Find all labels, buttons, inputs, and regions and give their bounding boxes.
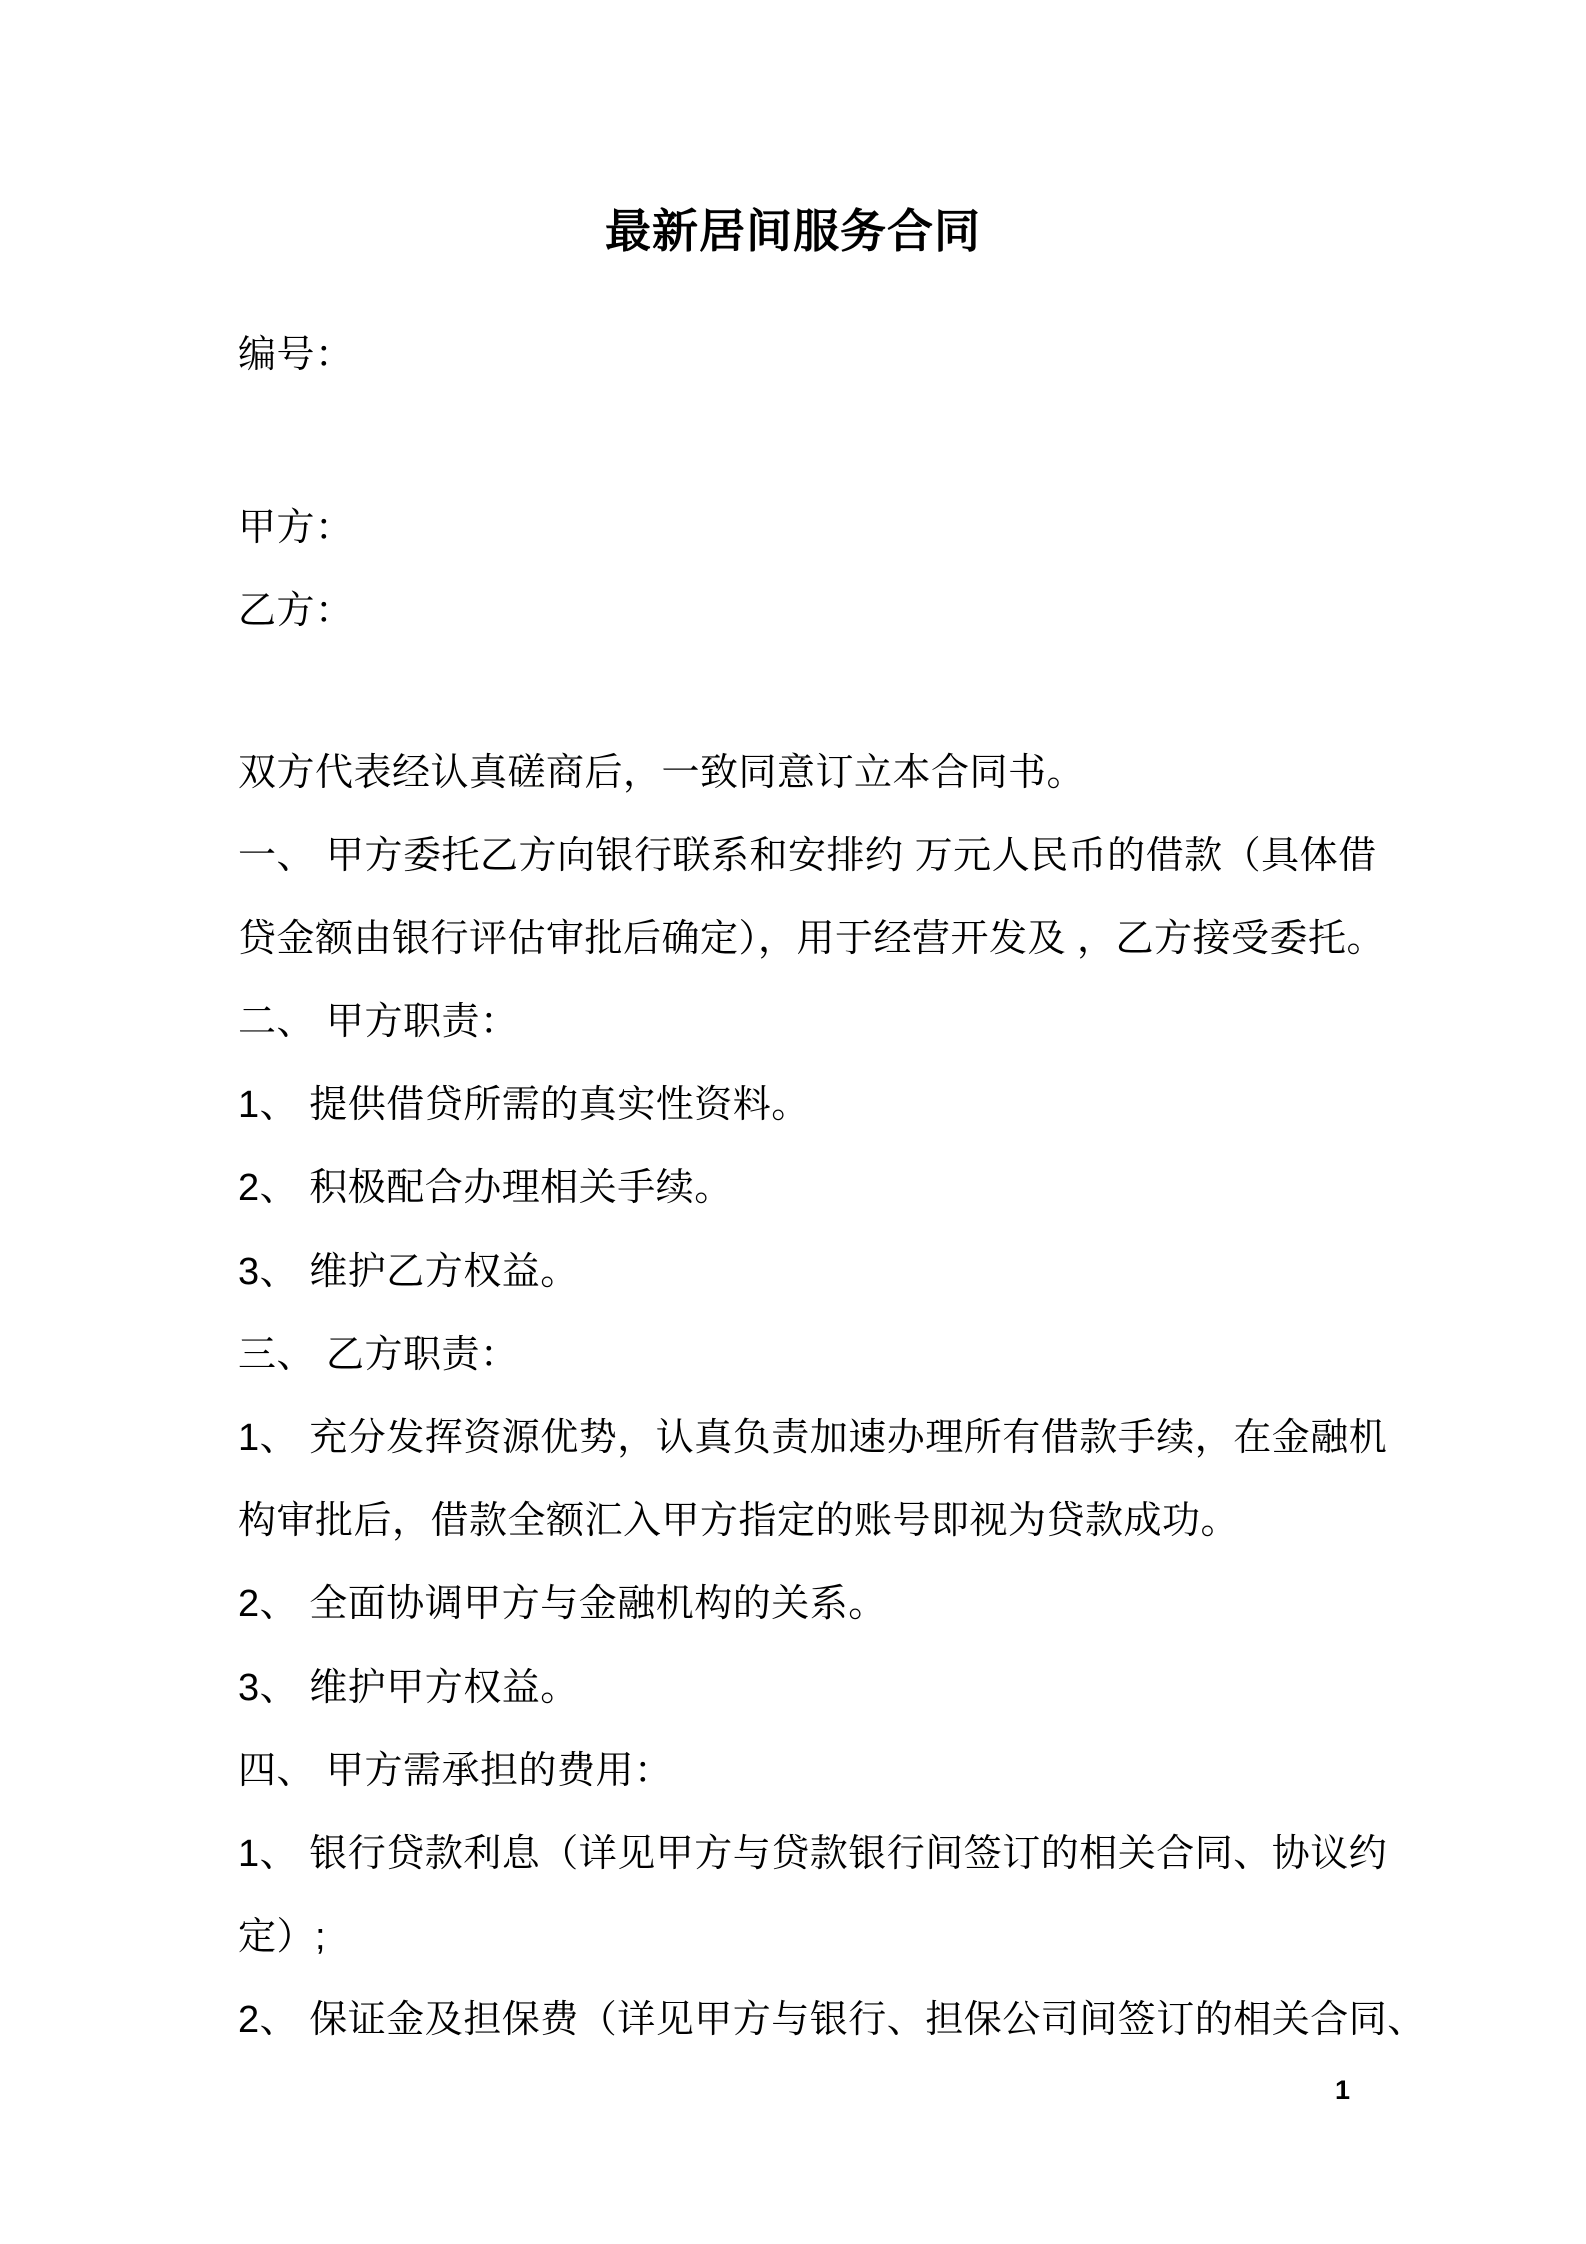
page-number: 1 [1334,2075,1350,2105]
clause-2-item-3: 3、 维护乙方权益。 [238,1251,579,1293]
clause-4-heading: 四、 甲方需承担的费用： [238,1750,673,1792]
clause-3-heading: 三、 乙方职责： [238,1334,519,1376]
clause-1-line-1: 一、 甲方委托乙方向银行联系和安排约 万元人民币的借款（具体借 [238,835,1377,877]
clause-4-item-2-line-1: 2、 保证金及担保费（详见甲方与银行、担保公司间签订的相关合同、 [238,1999,1426,2041]
clause-3-item-3: 3、 维护甲方权益。 [238,1667,579,1709]
clause-4-item-1-line-2: 定）; [238,1916,327,1958]
document-title: 最新居间服务合同 [605,205,981,257]
clause-2-heading: 二、 甲方职责： [238,1001,519,1043]
clause-3-item-1-line-1: 1、 充分发挥资源优势，认真负责加速办理所有借款手续，在金融机 [238,1417,1388,1459]
clause-2-item-1: 1、 提供借贷所需的真实性资料。 [238,1084,810,1126]
field-contract-number: 编号： [238,334,354,376]
field-party-a: 甲方： [238,507,354,549]
clause-3-item-2: 2、 全面协调甲方与金融机构的关系。 [238,1583,887,1625]
clause-2-item-2: 2、 积极配合办理相关手续。 [238,1167,733,1209]
clause-3-item-1-line-2: 构审批后，借款全额汇入甲方指定的账号即视为贷款成功。 [238,1500,1240,1542]
clause-4-item-1-line-1: 1、 银行贷款利息（详见甲方与贷款银行间签订的相关合同、协议约 [238,1833,1388,1875]
clause-1-line-2: 贷金额由银行评估审批后确定），用于经营开发及 ，乙方接受委托。 [238,918,1386,960]
paragraph-preamble: 双方代表经认真磋商后，一致同意订立本合同书。 [238,752,1086,794]
field-party-b: 乙方： [238,590,354,632]
